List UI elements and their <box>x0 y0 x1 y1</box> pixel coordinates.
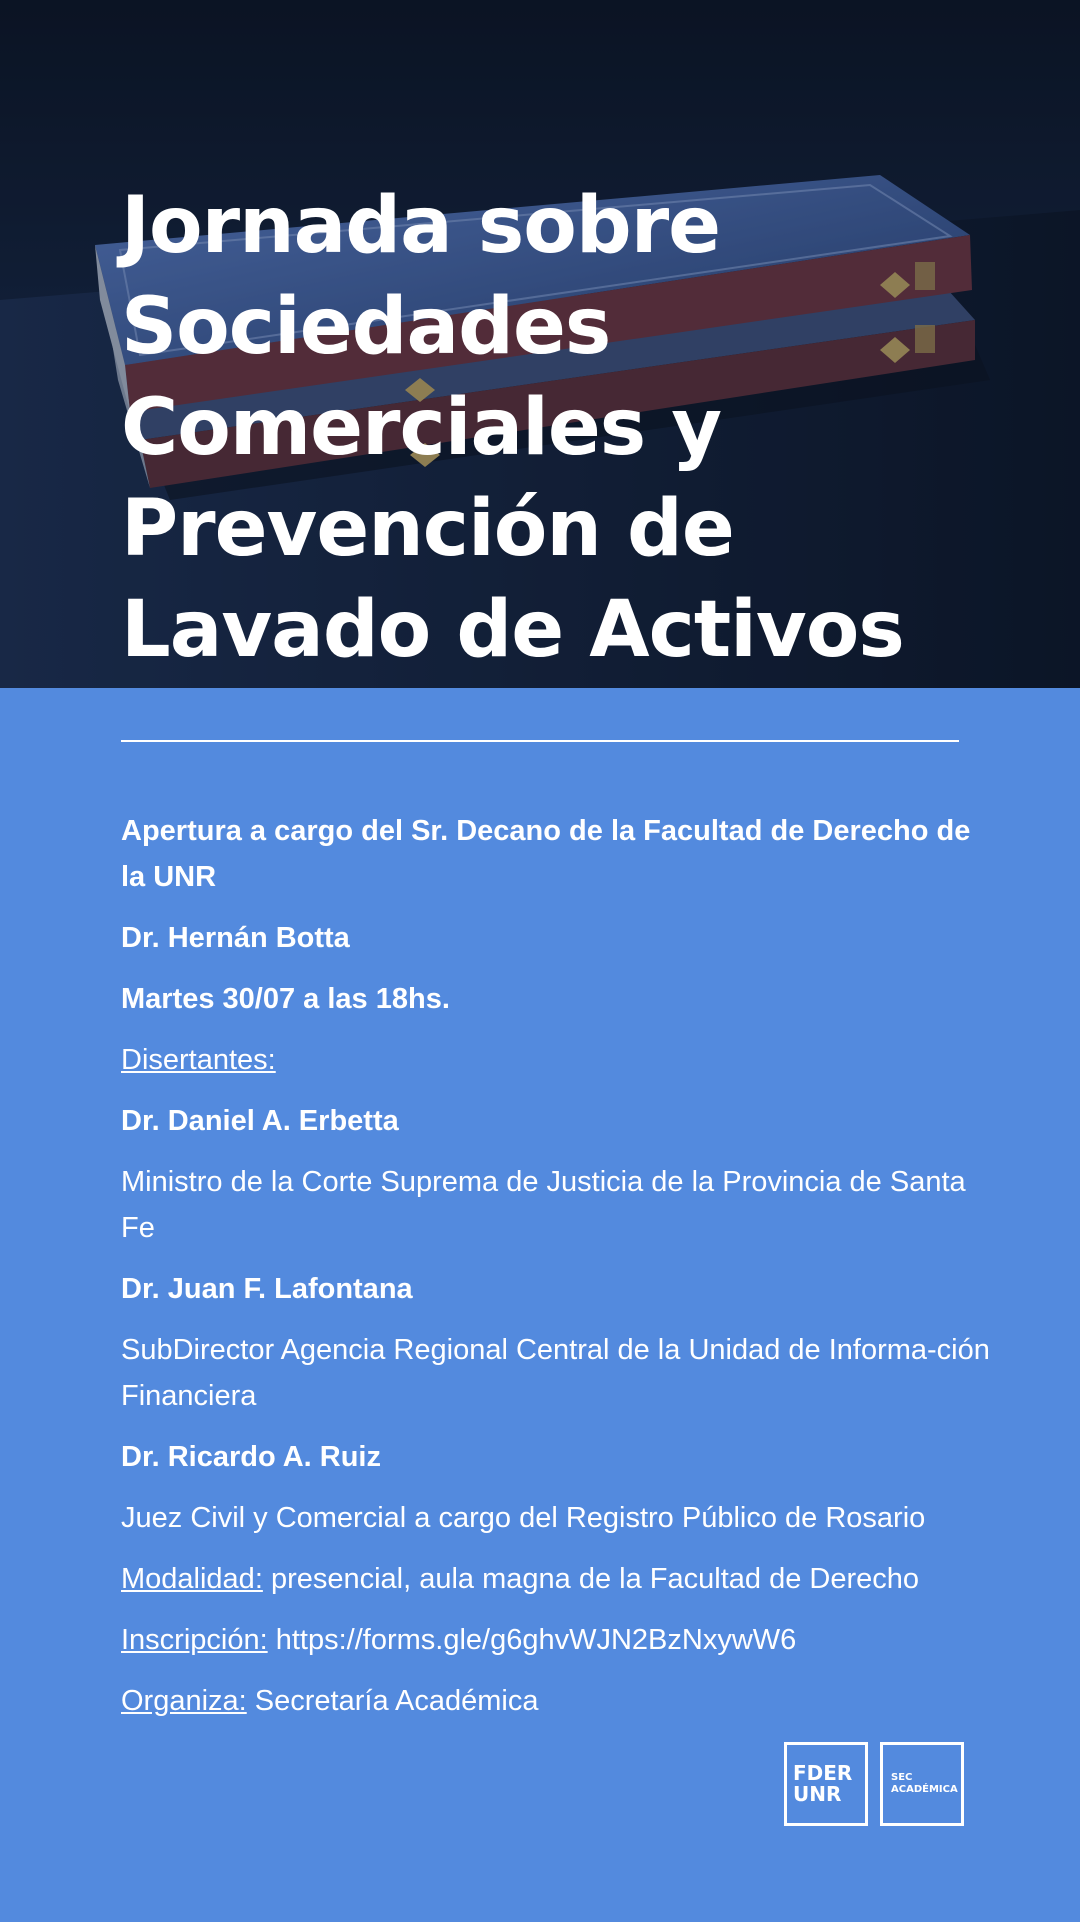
sec-academica-logo <box>880 1742 964 1826</box>
speaker-role-2: SubDirector Agencia Regional Central de la Unidad de Informa-ción Financiera <box>121 1334 990 1412</box>
sec-logo-line-1: SEC <box>891 1772 913 1783</box>
organizer-line <box>121 1678 1001 1724</box>
title-line-4: Prevención de <box>121 484 734 574</box>
opening-text: Apertura a cargo del Sr. Decano de la Facultad de Derecho de la UNR <box>121 815 971 893</box>
modality-label: Modalidad: <box>121 1563 263 1595</box>
organizer-value: Secretaría Académica <box>254 1685 539 1717</box>
modality-value: presencial, aula magna de la Facultad de Derecho <box>270 1563 920 1595</box>
speaker-name-1: Dr. Daniel A. Erbetta <box>121 1105 399 1137</box>
event-details <box>121 808 1001 1739</box>
modality-line <box>121 1556 1001 1602</box>
speaker-role-1: Ministro de la Corte Suprema de Justicia de la Provincia de Santa Fe <box>121 1166 966 1244</box>
registration-line <box>121 1617 1001 1663</box>
logos <box>784 1742 964 1826</box>
title-line-1: Jornada sobre <box>121 181 721 271</box>
registration-link[interactable]: https://forms.gle/g6ghvWJN2BzNxywW6 <box>275 1624 797 1656</box>
fder-logo-line-2: UNR <box>793 1782 842 1806</box>
title-line-2: Sociedades <box>121 282 611 372</box>
event-title <box>121 176 1001 681</box>
fder-logo-line-1: FDER <box>793 1761 853 1785</box>
divider <box>121 740 959 742</box>
title-line-5: Lavado de Activos <box>121 585 904 675</box>
event-date: Martes 30/07 a las 18hs. <box>121 983 450 1015</box>
speaker-name-2: Dr. Juan F. Lafontana <box>121 1273 413 1305</box>
fder-unr-logo <box>784 1742 868 1826</box>
dean-name: Dr. Hernán Botta <box>121 922 350 954</box>
speaker-role-3: Juez Civil y Comercial a cargo del Registro Público de Rosario <box>121 1502 926 1534</box>
speaker-name-3: Dr. Ricardo A. Ruiz <box>121 1441 381 1473</box>
organizer-label: Organiza: <box>121 1685 247 1717</box>
registration-label: Inscripción: <box>121 1624 268 1656</box>
speakers-label: Disertantes: <box>121 1044 276 1076</box>
title-line-3: Comerciales y <box>121 383 722 473</box>
sec-logo-line-2: ACADÉMICA <box>891 1784 958 1795</box>
hero-banner <box>0 0 1080 688</box>
